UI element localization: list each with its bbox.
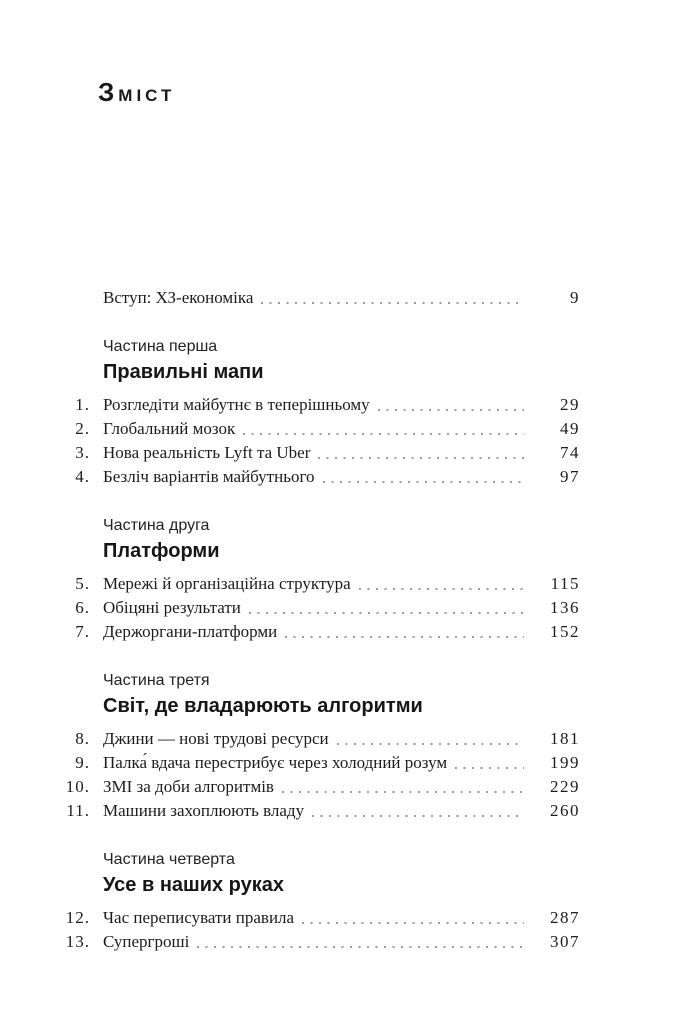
toc-part-3: [52, 669, 580, 823]
dot-leader: [337, 743, 524, 745]
dot-leader: [318, 457, 524, 459]
toc-entry: [52, 775, 580, 799]
entry-title: Вступ: ХЗ-економіка: [103, 288, 254, 307]
entry-title: ЗМІ за доби алгоритмів: [103, 777, 274, 796]
dot-leader: [282, 791, 524, 793]
page-number: 49: [560, 419, 580, 438]
part-kicker: Частина третя: [103, 672, 210, 689]
page-number: 29: [560, 395, 580, 414]
page-number: 97: [560, 467, 580, 486]
toc-entry: [52, 906, 580, 930]
toc-entry: [52, 596, 580, 620]
page-number: 260: [550, 801, 580, 820]
entry-title: Обіцяні результати: [103, 598, 241, 617]
chapter-number: 4.: [75, 467, 90, 486]
page-number: 115: [550, 574, 580, 593]
chapter-number: 11.: [66, 801, 90, 820]
dot-leader: [197, 946, 524, 948]
part-title: Усе в наших руках: [103, 874, 285, 896]
entry-title: Супергроші: [103, 932, 190, 951]
chapter-number: 6.: [75, 598, 90, 617]
toc-entry: [52, 751, 580, 775]
chapter-number: 7.: [75, 622, 90, 641]
dot-leader: [285, 636, 524, 638]
toc-entry: [52, 441, 580, 465]
entry-title: Машини захоплюють владу: [103, 801, 305, 820]
toc-entry-intro: [52, 286, 580, 310]
part-title: Платформи: [103, 540, 220, 562]
dot-leader: [249, 612, 524, 614]
toc-part-4: [52, 848, 580, 954]
chapter-number: 2.: [75, 419, 90, 438]
part-kicker: Частина четверта: [103, 851, 235, 868]
page-number: 199: [550, 753, 580, 772]
chapter-number: 5.: [75, 574, 90, 593]
toc-part-1: [52, 335, 580, 489]
dot-leader: [261, 302, 524, 304]
entry-title: Джини — нові трудові ресурси: [103, 729, 329, 748]
entry-title: Глобальний мозок: [103, 419, 236, 438]
toc-entry: [52, 799, 580, 823]
chapter-number: 10.: [65, 777, 90, 796]
chapter-number: 13.: [65, 932, 90, 951]
dot-leader: [302, 922, 524, 924]
toc-entry: [52, 417, 580, 441]
page-number: 136: [550, 598, 580, 617]
part-kicker: Частина друга: [103, 517, 210, 534]
page-number: 9: [570, 288, 580, 307]
chapter-number: 1.: [75, 395, 90, 414]
page-number: 152: [550, 622, 580, 641]
chapter-number: 8.: [75, 729, 90, 748]
page-number: 229: [550, 777, 580, 796]
entry-title: Безліч варіантів майбутнього: [103, 467, 315, 486]
entry-title: Держоргани-платформи: [103, 622, 278, 641]
page-number: 307: [550, 932, 580, 951]
chapter-number: 12.: [65, 908, 90, 927]
entry-title: Палка́ вдача перестрибує через холодний розум: [103, 753, 448, 772]
dot-leader: [323, 481, 525, 483]
toc-entry: [52, 572, 580, 596]
chapter-number: 9.: [75, 753, 90, 772]
toc-part-2: [52, 514, 580, 644]
page-title: ЗМІСТ: [98, 77, 176, 107]
part-title: Світ, де владарюють алгоритми: [103, 695, 423, 717]
page-number: 74: [560, 443, 580, 462]
dot-leader: [455, 767, 524, 769]
entry-title: Розгледіти майбутнє в теперішньому: [103, 395, 370, 414]
page-number: 287: [550, 908, 580, 927]
dot-leader: [359, 588, 524, 590]
part-kicker: Частина перша: [103, 338, 218, 355]
toc-entry: [52, 620, 580, 644]
dot-leader: [312, 815, 524, 817]
toc-entry: [52, 930, 580, 954]
part-title: Правильні мапи: [103, 361, 264, 383]
toc-entry: [52, 465, 580, 489]
chapter-number: 3.: [75, 443, 90, 462]
page-number: 181: [550, 729, 580, 748]
toc-entry: [52, 393, 580, 417]
entry-title: Нова реальність Lyft та Uber: [103, 443, 311, 462]
entry-title: Час переписувати правила: [103, 908, 295, 927]
dot-leader: [378, 409, 524, 411]
entry-title: Мережі й організаційна структура: [103, 574, 351, 593]
toc-entry: [52, 727, 580, 751]
dot-leader: [243, 433, 524, 435]
